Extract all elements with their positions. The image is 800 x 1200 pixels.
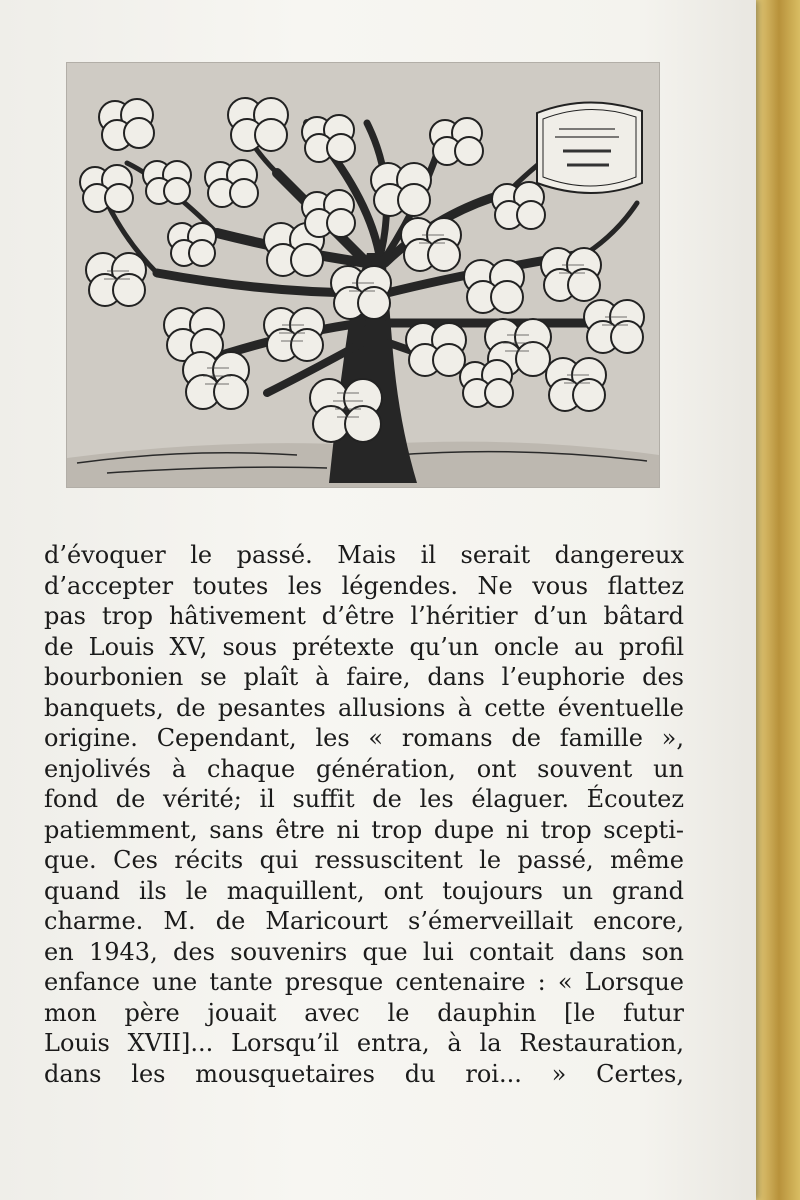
text-line: enfance une tante presque centenaire : « Lorsque [44, 968, 684, 996]
text-line: fond de vérité; il suffit de les élaguer. Écoutez [44, 785, 684, 813]
family-tree-drawing [67, 63, 659, 487]
text-line: d’accepter toutes les légendes. Ne vous flattez [44, 571, 684, 600]
text-line: mon père jouait avec le dauphin [le futur [44, 998, 684, 1027]
text-line: bourbonien se plaît à faire, dans l’euphorie des [44, 663, 684, 691]
text-line: que. Ces récits qui ressuscitent le passé, même [44, 846, 684, 874]
text-line: pas trop hâtivement d’être l’héritier d’un bâtard [44, 602, 684, 630]
text-line: origine. Cependant, les « romans de famille », [44, 724, 684, 752]
text-line: patiemment, sans être ni trop dupe ni trop scepti- [44, 815, 684, 844]
body-paragraph [44, 540, 684, 1089]
family-tree-illustration [66, 62, 660, 488]
text-line: en 1943, des souvenirs que lui contait dans son [44, 937, 684, 966]
text-line: enjolivés à chaque génération, ont souvent un [44, 754, 684, 783]
text-line: quand ils le maquillent, ont toujours un grand [44, 876, 684, 905]
text-line: dans les mousquetaires du roi... » Certes, [44, 1059, 684, 1088]
text-line: charme. M. de Maricourt s’émerveillait encore, [44, 907, 684, 935]
text-line: d’évoquer le passé. Mais il serait dangereux [44, 541, 684, 569]
text-line: banquets, de pesantes allusions à cette éventuelle [44, 693, 684, 722]
text-line: Louis XVII]... Lorsqu’il entra, à la Restauration, [44, 1029, 684, 1057]
text-line: de Louis XV, sous prétexte qu’un oncle au profil [44, 632, 684, 661]
